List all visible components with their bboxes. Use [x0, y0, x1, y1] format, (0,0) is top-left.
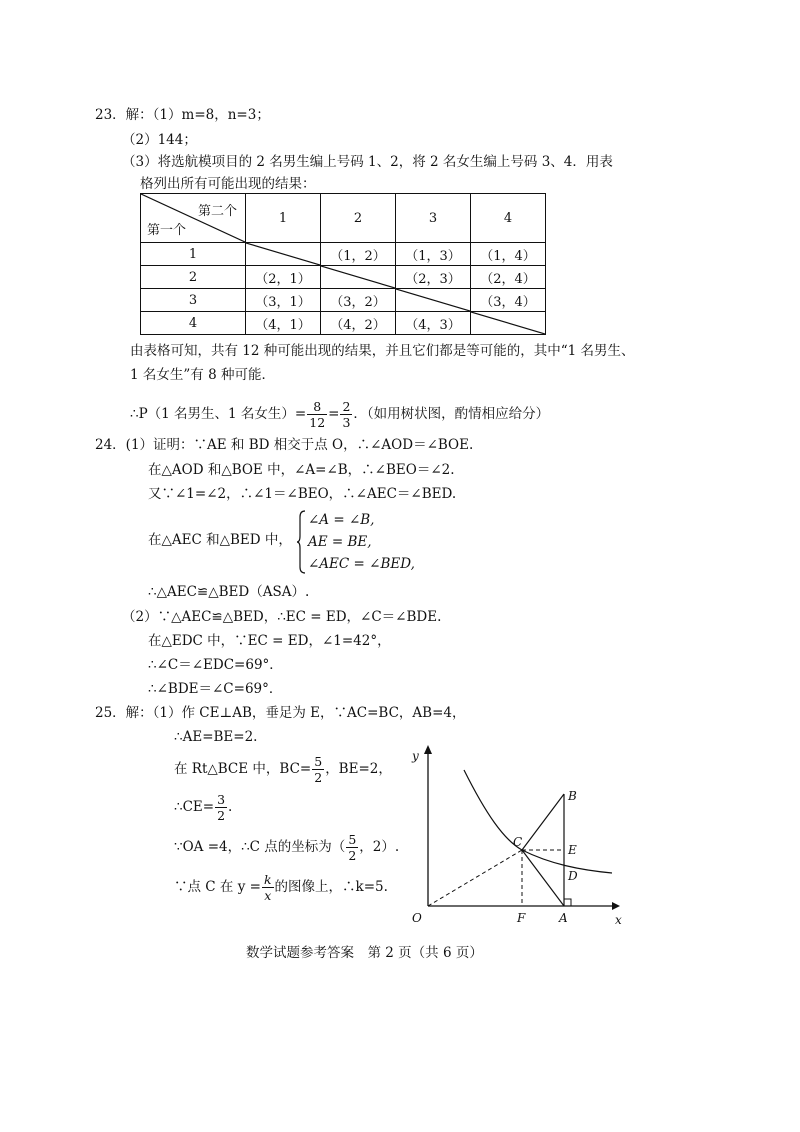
fraction-5-2-coord: $\frac{5}{2}$ [348, 832, 357, 863]
q25-line-3: 在 Rt△BCE 中，BC= $\frac{5}{2}$ ，BE=2， [174, 754, 392, 785]
table-cell: （4，3） [396, 312, 471, 335]
table-cell: （2，1） [246, 266, 321, 289]
q25-line-6: ∵点 C 在 y = $\frac{k}{x}$ 的图像上，∴k=5. [174, 872, 388, 903]
prob-prefix: ∴P（1 名男生、1 名女生）= [130, 406, 307, 422]
label-O: O [412, 911, 422, 925]
label-y: y [412, 749, 419, 763]
q23-line-1: 23．解：（1）m=8，n=3； [95, 107, 270, 123]
q24-line-8: ∴∠C＝∠EDC=69°． [148, 657, 283, 673]
label-F: F [517, 911, 526, 925]
equals-sign: = [328, 406, 340, 422]
label-A: A [559, 911, 568, 925]
diagonal-cell [396, 289, 471, 312]
left-brace-icon [296, 509, 308, 575]
table-cell: （4，2） [321, 312, 396, 335]
x-axis-arrow-icon [612, 902, 620, 910]
diagonal-cell [321, 266, 396, 289]
fraction-2-3: $\frac{2}{3}$ [342, 399, 351, 430]
col-header: 2 [321, 194, 396, 243]
q25-line-2: ∴AE=BE=2. [174, 729, 258, 745]
diagonal-cell [246, 243, 321, 266]
table-cell: （1，2） [321, 243, 396, 266]
table-cell: （3，4） [471, 289, 546, 312]
q23-line-3: （3）将选航模项目的 2 名男生编上号码 1、2，将 2 名女生编上号码 3、4．用表 [122, 154, 613, 170]
fraction-8-12: $\frac{8}{12}$ [309, 399, 326, 430]
col-header: 4 [471, 194, 546, 243]
q23-line-2: （2）144； [122, 132, 197, 148]
col-header: 1 [246, 194, 321, 243]
row-header: 2 [141, 266, 246, 289]
table-cell: （2，4） [471, 266, 546, 289]
label-B: B [568, 789, 577, 803]
q25-line-4: ∴CE= $\frac{3}{2}$ . [174, 792, 233, 823]
table-row [141, 312, 546, 335]
table-row [141, 266, 546, 289]
label-x: x [615, 913, 622, 927]
label-E: E [568, 843, 577, 857]
dashed-OC [428, 850, 522, 906]
table-cell: （3，2） [321, 289, 396, 312]
q23-probability [130, 397, 549, 431]
table-cell: （2，3） [396, 266, 471, 289]
q24-line-6: （2）∵△AEC≌△BED，∴EC = ED，∠C＝∠BDE. [122, 609, 442, 625]
condition-1: ∠A = ∠B, [308, 512, 375, 528]
q24-line-2: 在△AOD 和△BOE 中，∠A=∠B，∴∠BEO＝∠2. [148, 462, 455, 478]
table-cell: （1，3） [396, 243, 471, 266]
fraction-5-2: $\frac{5}{2}$ [314, 754, 323, 785]
page-footer: 数学试题参考答案 第 2 页（共 6 页） [246, 945, 483, 961]
q25-line-5: ∵OA =4，∴C 点的坐标为（ $\frac{5}{2}$ ，2）. [174, 832, 400, 863]
coordinate-graph [400, 740, 630, 930]
q25-line-1: 25．解：（1）作 CE⊥AB，垂足为 E，∵AC=BC，AB=4， [95, 705, 466, 721]
row-header: 1 [141, 243, 246, 266]
q24-line-4: 在△AEC 和△BED 中， [148, 532, 292, 548]
corner-top-label: 第二个 [197, 204, 237, 219]
segment-CB [522, 794, 564, 850]
y-axis-arrow-icon [424, 745, 432, 754]
col-header: 3 [396, 194, 471, 243]
q23-line-6: 1 名女生”有 8 种可能． [130, 367, 275, 383]
q24-line-1: 24．(1）证明：∵AE 和 BD 相交于点 O，∴∠AOD＝∠BOE. [95, 437, 474, 453]
diagonal-cell [471, 312, 546, 335]
q23-line-5: 由表格可知，共有 12 种可能出现的结果，并且它们都是等可能的，其中“1 名男生、 [130, 343, 635, 359]
corner-bottom-label: 第一个 [147, 223, 187, 238]
label-D: D [568, 869, 578, 883]
fraction-k-x: $\frac{k}{x}$ [263, 872, 272, 903]
hyperbola-curve [464, 770, 612, 873]
table-row [141, 243, 546, 266]
prob-suffix: ．（如用树状图，酌情相应给分） [353, 406, 550, 422]
table-cell: （1，4） [471, 243, 546, 266]
fraction-3-2: $\frac{3}{2}$ [217, 792, 226, 823]
row-header: 4 [141, 312, 246, 335]
row-header: 3 [141, 289, 246, 312]
q23-line-4: 格列出所有可能出现的结果： [140, 176, 316, 192]
q24-line-3: 又∵∠1=∠2，∴∠1＝∠BEO，∴∠AEC＝∠BED. [148, 486, 457, 502]
outcomes-table [140, 193, 546, 335]
table-row [141, 289, 546, 312]
q24-line-5: ∴△AEC≌△BED（ASA）. [148, 584, 310, 600]
label-C: C [513, 835, 523, 849]
table-cell: （4，1） [246, 312, 321, 335]
condition-brace-block [296, 509, 415, 575]
condition-2: AE = BE, [308, 534, 372, 550]
condition-3: ∠AEC = ∠BED, [308, 556, 415, 572]
q24-line-7: 在△EDC 中，∵EC = ED，∠1=42°， [148, 633, 391, 649]
right-angle-icon [564, 899, 571, 906]
table-corner-cell [141, 194, 246, 243]
table-cell: （3，1） [246, 289, 321, 312]
q24-line-9: ∴∠BDE＝∠C=69°． [148, 681, 283, 697]
